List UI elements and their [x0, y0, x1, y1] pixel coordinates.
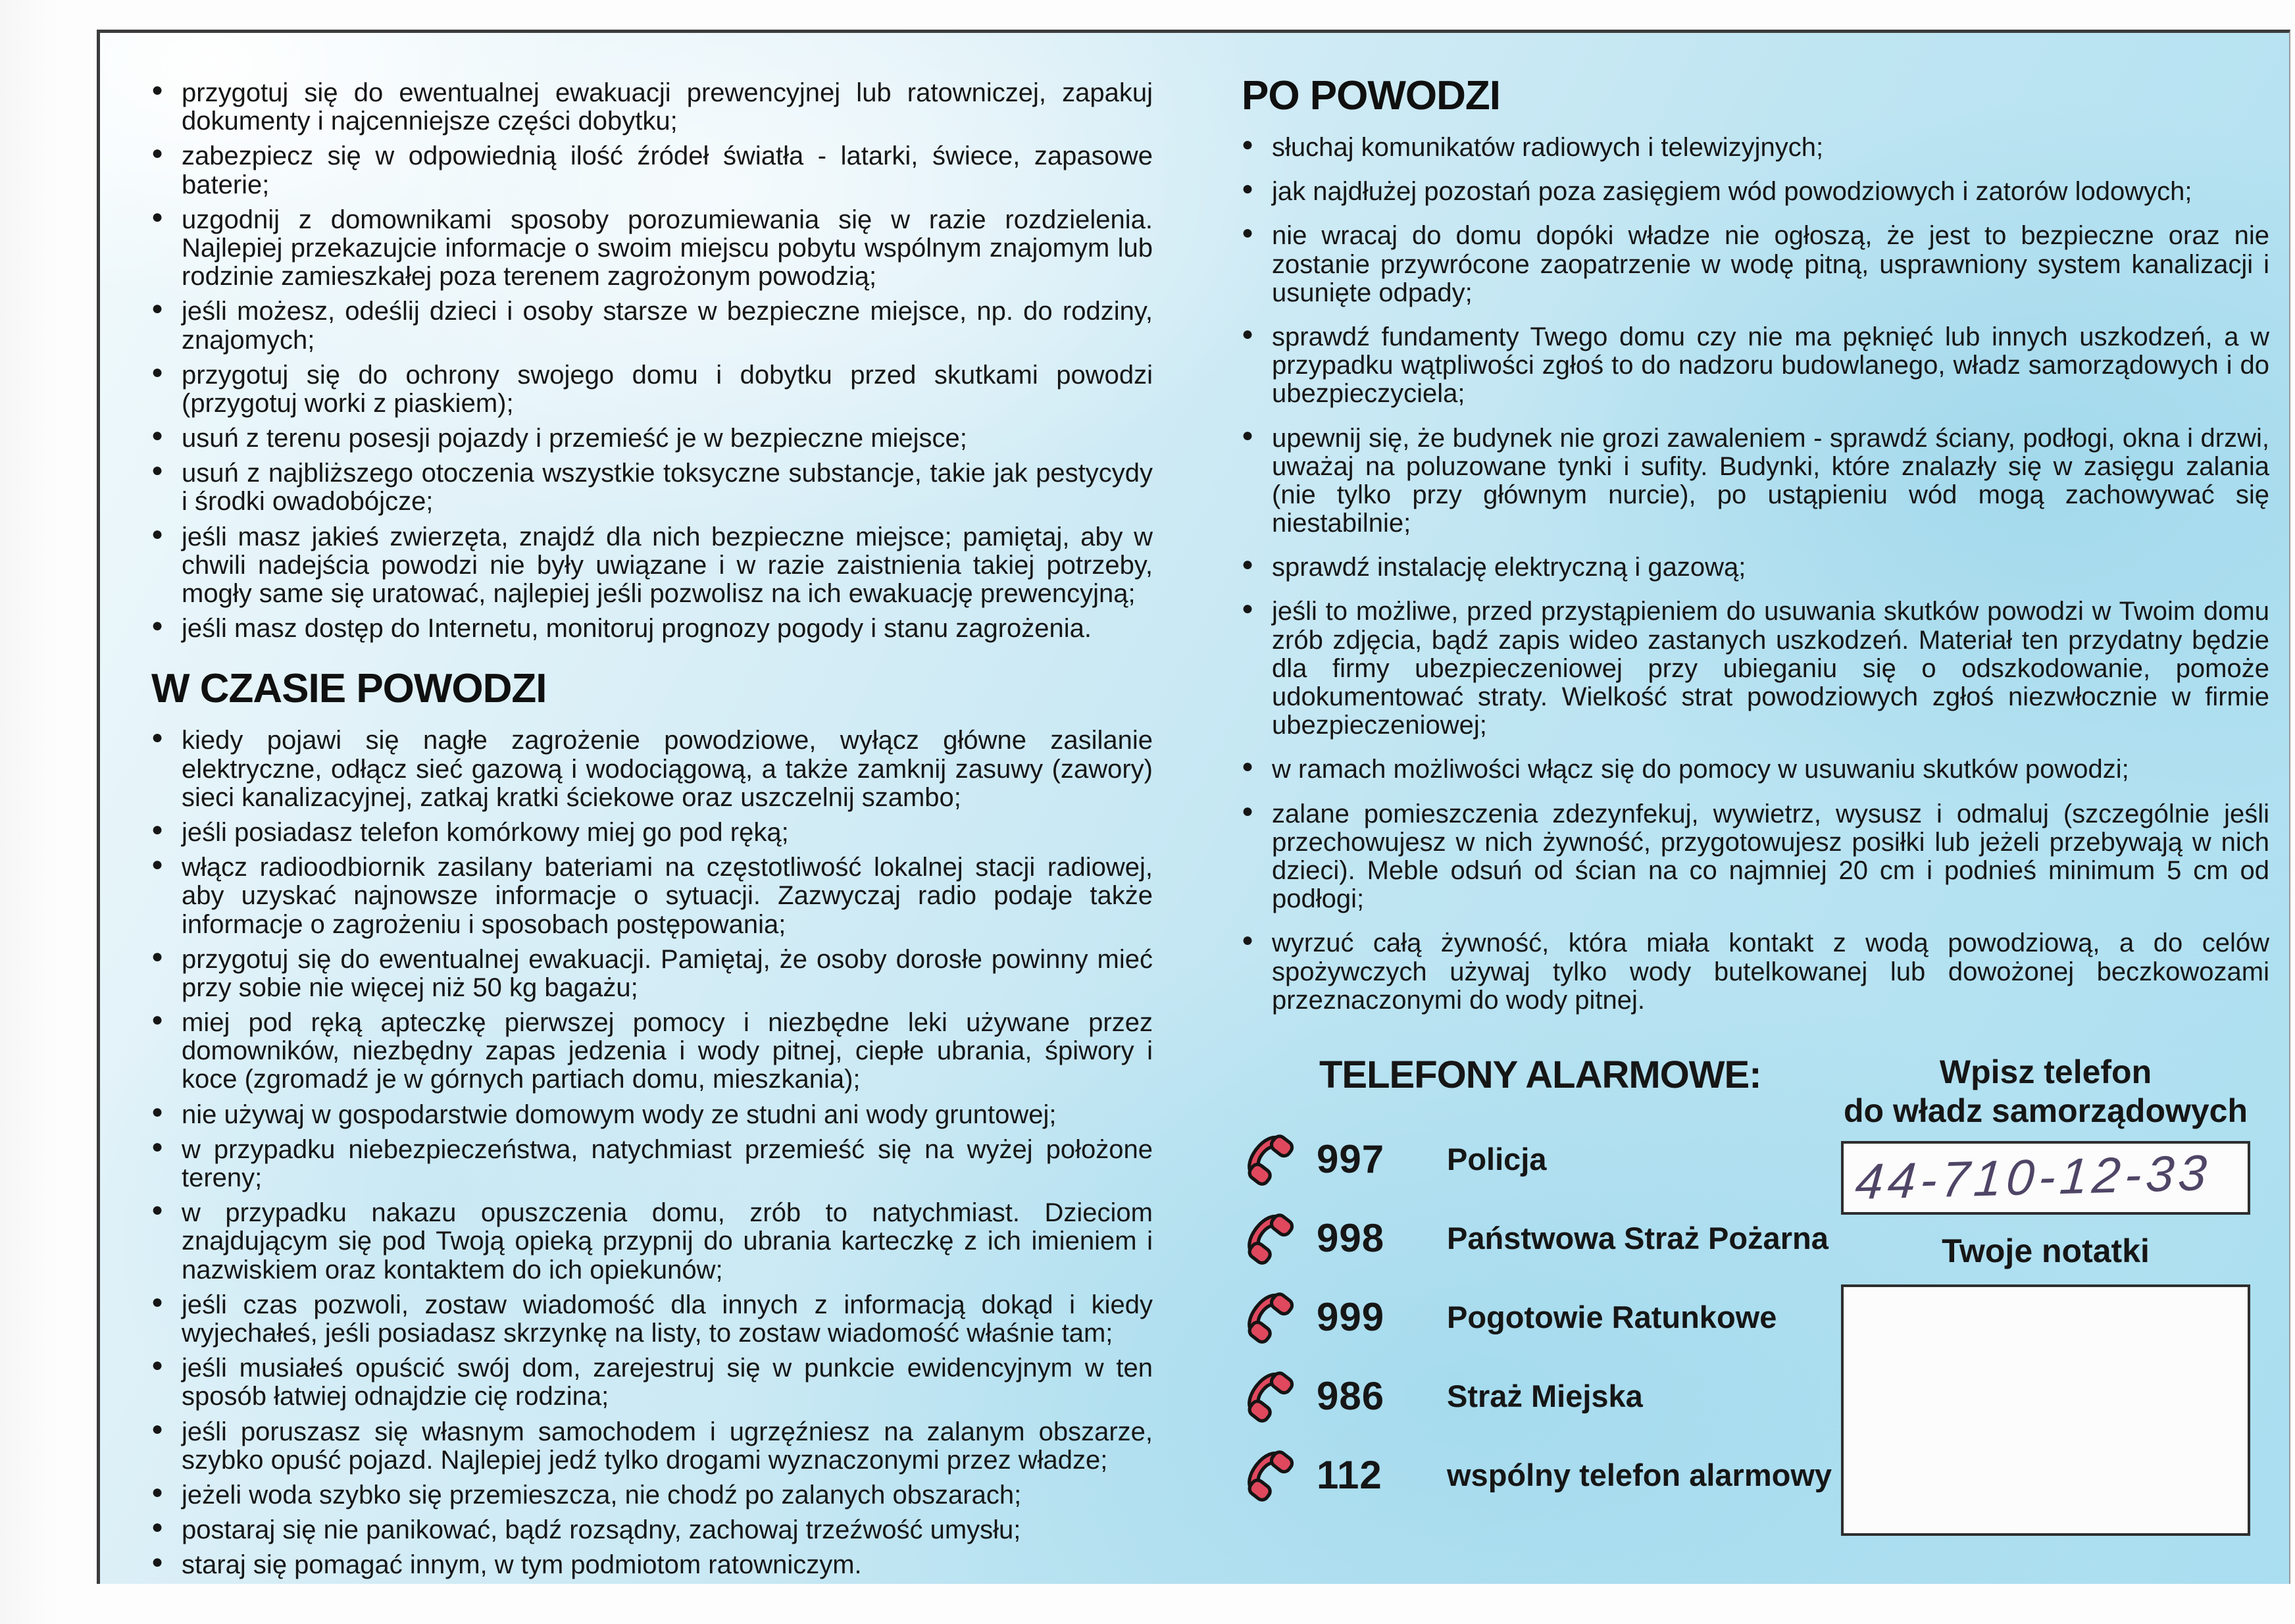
phone-row	[1242, 1131, 1832, 1188]
phone-service-label: Pogotowie Ratunkowe	[1447, 1300, 1777, 1335]
bullet-item: ● jeśli możesz, odeślij dzieci i osoby starsze w bezpieczne miejsce, np. do rodziny, znajomych;	[151, 297, 1153, 354]
bullet-item: ● jeśli to możliwe, przed przystąpieniem do usuwania skutków powodzi w Twoim domu zrób zdjęcia, bądź zapis wideo zastanych uszkodzeń. Materiał ten przydatny będzie dla firmy ubezpieczeniowej przy ubieganiu się o odszkodowanie, pomoże udokumentować straty. Wielkość strat powodziowych zgłoś niezwłocznie w firmie ubezpieczeniowej;	[1242, 597, 2269, 740]
notes-heading: Twoje notatki	[1942, 1232, 2150, 1269]
bullet-item: ● uzgodnij z domownikami sposoby porozumiewania się w razie rozdzielenia. Najlepiej przekazujcie informacje o swoim miejscu pobytu wspólnym znajomym lub rodzinie zamieszkałej poza terenem zagrożonym powodzią;	[151, 206, 1153, 292]
bullet-item: ● przygotuj się do ewentualnej ewakuacji. Pamiętaj, że osoby dorosłe powinny mieć przy sobie nie więcej niż 50 kg bagażu;	[151, 946, 1153, 1002]
leaflet-page	[97, 30, 2290, 1584]
bullet-item: ● jeśli musiałeś opuścić swój dom, zarejestruj się w punkcie ewidencyjnym w ten sposób łatwiej odnajdzie cię rodzina;	[151, 1354, 1153, 1411]
bullet-item: ● jak najdłużej pozostań poza zasięgiem wód powodziowych i zatorów lodowych;	[1242, 178, 2269, 206]
phone-service-label: Straż Miejska	[1447, 1379, 1643, 1414]
bullet-item: ● przygotuj się do ochrony swojego domu i dobytku przed skutkami powodzi (przygotuj worki z piaskiem);	[151, 361, 1153, 418]
left-column	[151, 79, 1153, 1584]
bullet-item: ● jeśli czas pozwoli, zostaw wiadomość dla innych z informacją dokąd i kiedy wyjechałeś, jeśli posiadasz skrzynkę na listy, to zostaw wiadomość właśnie tam;	[151, 1291, 1153, 1348]
phone-receiver-icon	[1242, 1210, 1298, 1267]
bottom-panel	[1242, 1053, 2269, 1536]
bullet-item: ● miej pod ręką apteczkę pierwszej pomocy i niezbędne leki używane przez domowników, niezbędny zapas jedzenia i wody pitnej, ciepłe ubrania, śpiwory i koce (zgromadź je w górnych partiach domu, mieszkania);	[151, 1009, 1153, 1094]
phone-row	[1242, 1447, 1832, 1504]
phone-rows	[1242, 1131, 1832, 1504]
bullet-item: ● przygotuj się do ewentualnej ewakuacji prewencyjnej lub ratowniczej, zapakuj dokumenty i najcenniejsze części dobytku;	[151, 79, 1153, 136]
section-heading-during-flood: W CZASIE POWODZI	[151, 666, 547, 712]
write-phone-prompt	[1841, 1053, 2250, 1130]
write-phone-prompt-line2: do władz samorządowych	[1844, 1092, 2248, 1129]
bullet-item: ● staraj się pomagać innym, w tym podmiotom ratowniczym.	[151, 1551, 1153, 1579]
phone-entry-box	[1841, 1141, 2250, 1215]
during-flood-list	[151, 726, 1153, 1579]
phone-number: 998	[1317, 1216, 1385, 1261]
phone-row	[1242, 1210, 1832, 1267]
notes-panel	[1841, 1053, 2250, 1536]
alarm-phones-panel	[1242, 1053, 1832, 1526]
phone-service-label: Państwowa Straż Pożarna	[1447, 1221, 1828, 1256]
phone-receiver-icon	[1242, 1368, 1298, 1425]
bullet-item: ● nie używaj w gospodarstwie domowym wody ze studni ani wody gruntowej;	[151, 1101, 1153, 1129]
bullet-item: ● jeśli poruszasz się własnym samochodem i ugrzęźniesz na zalanym obszarze, szybko opuść pojazd. Najlepiej jedź tylko drogami wyznaczonymi przez władze;	[151, 1418, 1153, 1475]
bullet-item: ● postaraj się nie panikować, bądź rozsądny, zachowaj trzeźwość umysłu;	[151, 1516, 1153, 1544]
phone-number: 112	[1317, 1453, 1382, 1498]
bullet-item: ● w przypadku niebezpieczeństwa, natychmiast przemieść się na wyżej położone tereny;	[151, 1136, 1153, 1192]
bullet-item: ● jeżeli woda szybko się przemieszcza, nie chodź po zalanych obszarach;	[151, 1481, 1153, 1510]
notes-entry-box	[1841, 1284, 2250, 1536]
bullet-item: ● włącz radioodbiornik zasilany bateriami na częstotliwość lokalnej stacji radiowej, aby uzyskać najnowsze informacje o sytuacji. Zazwyczaj radio podaje także informacje o zagrożeniu i sposobach postępowania;	[151, 853, 1153, 939]
bullet-item: ● sprawdź fundamenty Twego domu czy nie ma pęknięć lub innych uszkodzeń, a w przypadku wątpliwości zgłoś to do nadzoru budowlanego, władz samorządowych i do ubezpieczyciela;	[1242, 323, 2269, 409]
phone-row	[1242, 1289, 1832, 1346]
bullet-item: ● kiedy pojawi się nagłe zagrożenie powodziowe, wyłącz główne zasilanie elektryczne, odłącz sieć gazową i wodociągową, a także zamknij zasuwy (zawory) sieci kanalizacyjnej, zatkaj kratki ściekowe oraz uszczelnij szambo;	[151, 726, 1153, 812]
phone-service-label: Policja	[1447, 1142, 1547, 1177]
after-flood-list	[1242, 134, 2269, 1015]
phone-number: 997	[1317, 1137, 1385, 1182]
bullet-item: ● jeśli masz dostęp do Internetu, monitoruj prognozy pogody i stanu zagrożenia.	[151, 615, 1153, 643]
bullet-item: ● w przypadku nakazu opuszczenia domu, zrób to natychmiast. Dzieciom znajdującym się pod Twoją opieką przypnij do ubrania karteczkę z ich imieniem i nazwiskiem oraz kontaktem do ich opiekunów;	[151, 1199, 1153, 1284]
bullet-item: ● usuń z terenu posesji pojazdy i przemieść je w bezpieczne miejsce;	[151, 424, 1153, 453]
write-phone-prompt-line1: Wpisz telefon	[1939, 1053, 2152, 1090]
phone-receiver-icon	[1242, 1447, 1298, 1504]
phone-service-label: wspólny telefon alarmowy	[1447, 1458, 1832, 1493]
bullet-item: ● upewnij się, że budynek nie grozi zawaleniem - sprawdź ściany, podłogi, okna i drzwi, uważaj na poluzowane tynki i sufity. Budynki, które znalazły się w zasięgu zalania (nie tylko przy głównym nurcie), po ustąpieniu wód mogą zachowywać się niestabilnie;	[1242, 424, 2269, 538]
bullet-item: ● wyrzuć całą żywność, która miała kontakt z wodą powodziową, a do celów spożywczych używaj tylko wody butelkowanej lub dowożonej beczkowozami przeznaczonymi do wody pitnej.	[1242, 929, 2269, 1015]
pre-flood-list	[151, 79, 1153, 643]
section-heading-after-flood: PO POWODZI	[1242, 73, 1500, 118]
phone-number: 986	[1317, 1374, 1385, 1419]
phone-receiver-icon	[1242, 1289, 1298, 1346]
alarm-heading: TELEFONY ALARMOWE:	[1319, 1053, 1761, 1096]
phone-receiver-icon	[1242, 1131, 1298, 1188]
bullet-item: ● usuń z najbliższego otoczenia wszystkie toksyczne substancje, takie jak pestycydy i środki owadobójcze;	[151, 459, 1153, 516]
bullet-item: ● słuchaj komunikatów radiowych i telewizyjnych;	[1242, 134, 2269, 162]
bullet-item: ● sprawdź instalację elektryczną i gazową;	[1242, 553, 2269, 582]
phone-row	[1242, 1368, 1832, 1425]
bullet-item: ● nie wracaj do domu dopóki władze nie ogłoszą, że jest to bezpieczne oraz nie zostanie przywrócone zaopatrzenie w wodę pitną, usprawniony system kanalizacji i usunięte odpady;	[1242, 222, 2269, 307]
bullet-item: ● zalane pomieszczenia zdezynfekuj, wywietrz, wysusz i odmaluj (szczególnie jeśli przechowujesz w nich żywność, przygotowujesz posiłki lub jeżeli przebywają w nich dzieci). Meble odsuń od ścian na co najmniej 20 cm i podnieś minimum 5 cm od podłogi;	[1242, 800, 2269, 914]
bullet-item: ● jeśli masz jakieś zwierzęta, znajdź dla nich bezpieczne miejsce; pamiętaj, aby w chwili nadejścia powodzi nie były uwiązane i w razie zaistnienia takiej potrzeby, mogły same się uratować, najlepiej jeśli pozwolisz na ich ewakuację prewencyjną;	[151, 523, 1153, 609]
handwritten-phone-number: 44-710-12-33	[1853, 1145, 2213, 1211]
phone-number: 999	[1317, 1295, 1385, 1340]
bullet-item: ● jeśli posiadasz telefon komórkowy miej go pod ręką;	[151, 819, 1153, 847]
right-column	[1242, 72, 2269, 1536]
bullet-item: ● zabezpiecz się w odpowiednią ilość źródeł światła - latarki, świece, zapasowe baterie;	[151, 142, 1153, 199]
bullet-item: ● w ramach możliwości włącz się do pomocy w usuwaniu skutków powodzi;	[1242, 755, 2269, 784]
